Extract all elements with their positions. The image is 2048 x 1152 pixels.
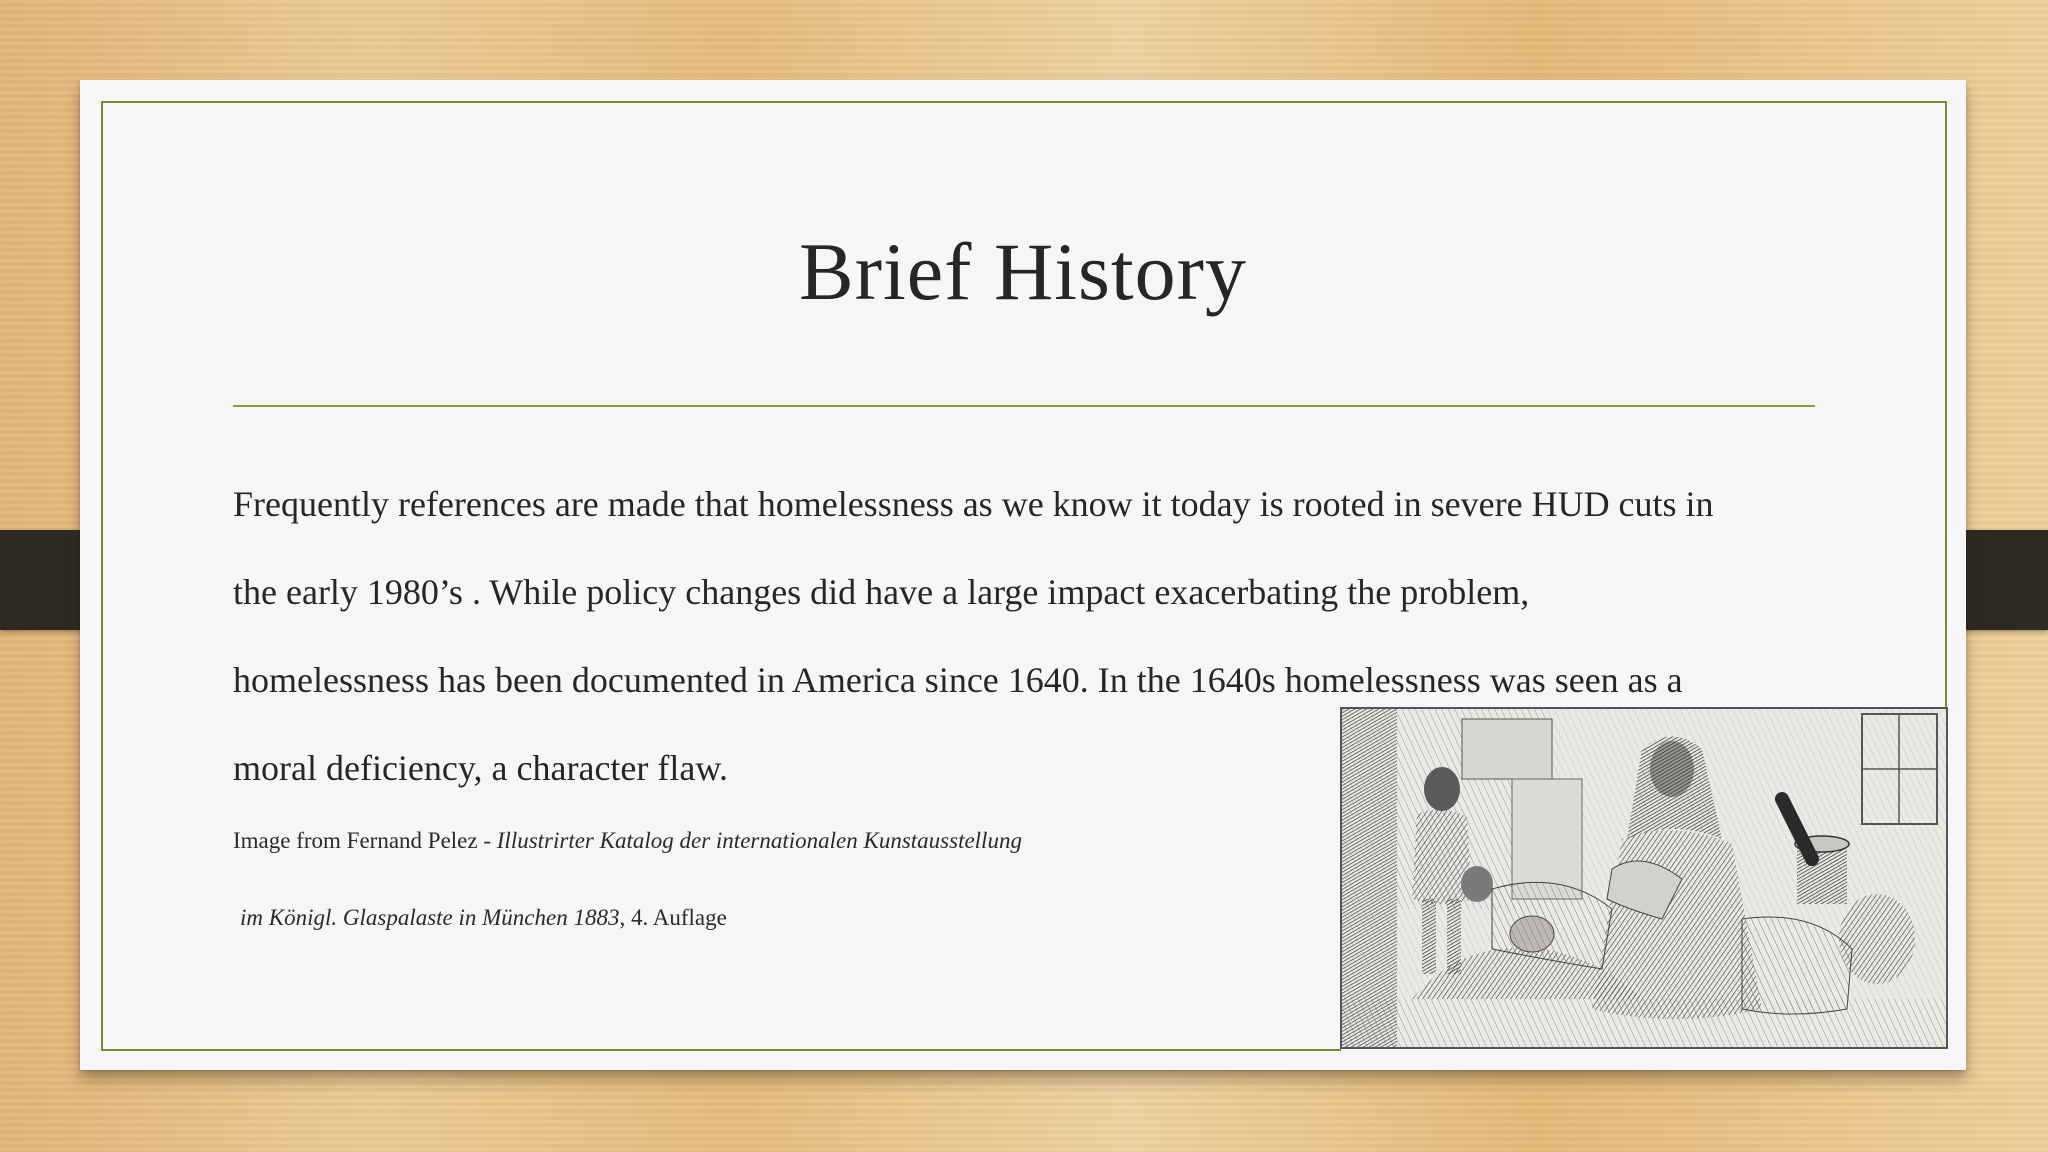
frame-border-top <box>101 101 1947 103</box>
body-line: Frequently references are made that homelessness as we know it today is rooted in severe HUD cuts in <box>233 484 1714 524</box>
caption-venue-italic: im Königl. Glaspalaste in München 1883 <box>240 905 620 930</box>
slide-title: Brief History <box>799 226 1247 317</box>
caption-suffix: , 4. Auflage <box>619 905 727 930</box>
image-caption-line1 <box>233 828 1022 854</box>
title-divider <box>233 405 1815 407</box>
caption-prefix: Image from Fernand Pelez - <box>233 828 497 853</box>
frame-border-left <box>101 101 103 1051</box>
body-line: homelessness has been documented in America since 1640. In the 1640s homelessness was seen as a <box>233 660 1683 700</box>
body-line: moral deficiency, a character flaw. <box>233 748 729 788</box>
caption-title-italic: Illustrirter Katalog der internationalen Kunstausstellung <box>496 828 1022 853</box>
frame-border-right <box>1945 101 1947 709</box>
body-line: the early 1980’s . While policy changes did have a large impact exacerbating the problem, <box>233 572 1530 612</box>
etching-illustration <box>1340 707 1948 1049</box>
frame-border-bottom <box>101 1049 1341 1051</box>
image-caption-line2 <box>240 905 727 931</box>
